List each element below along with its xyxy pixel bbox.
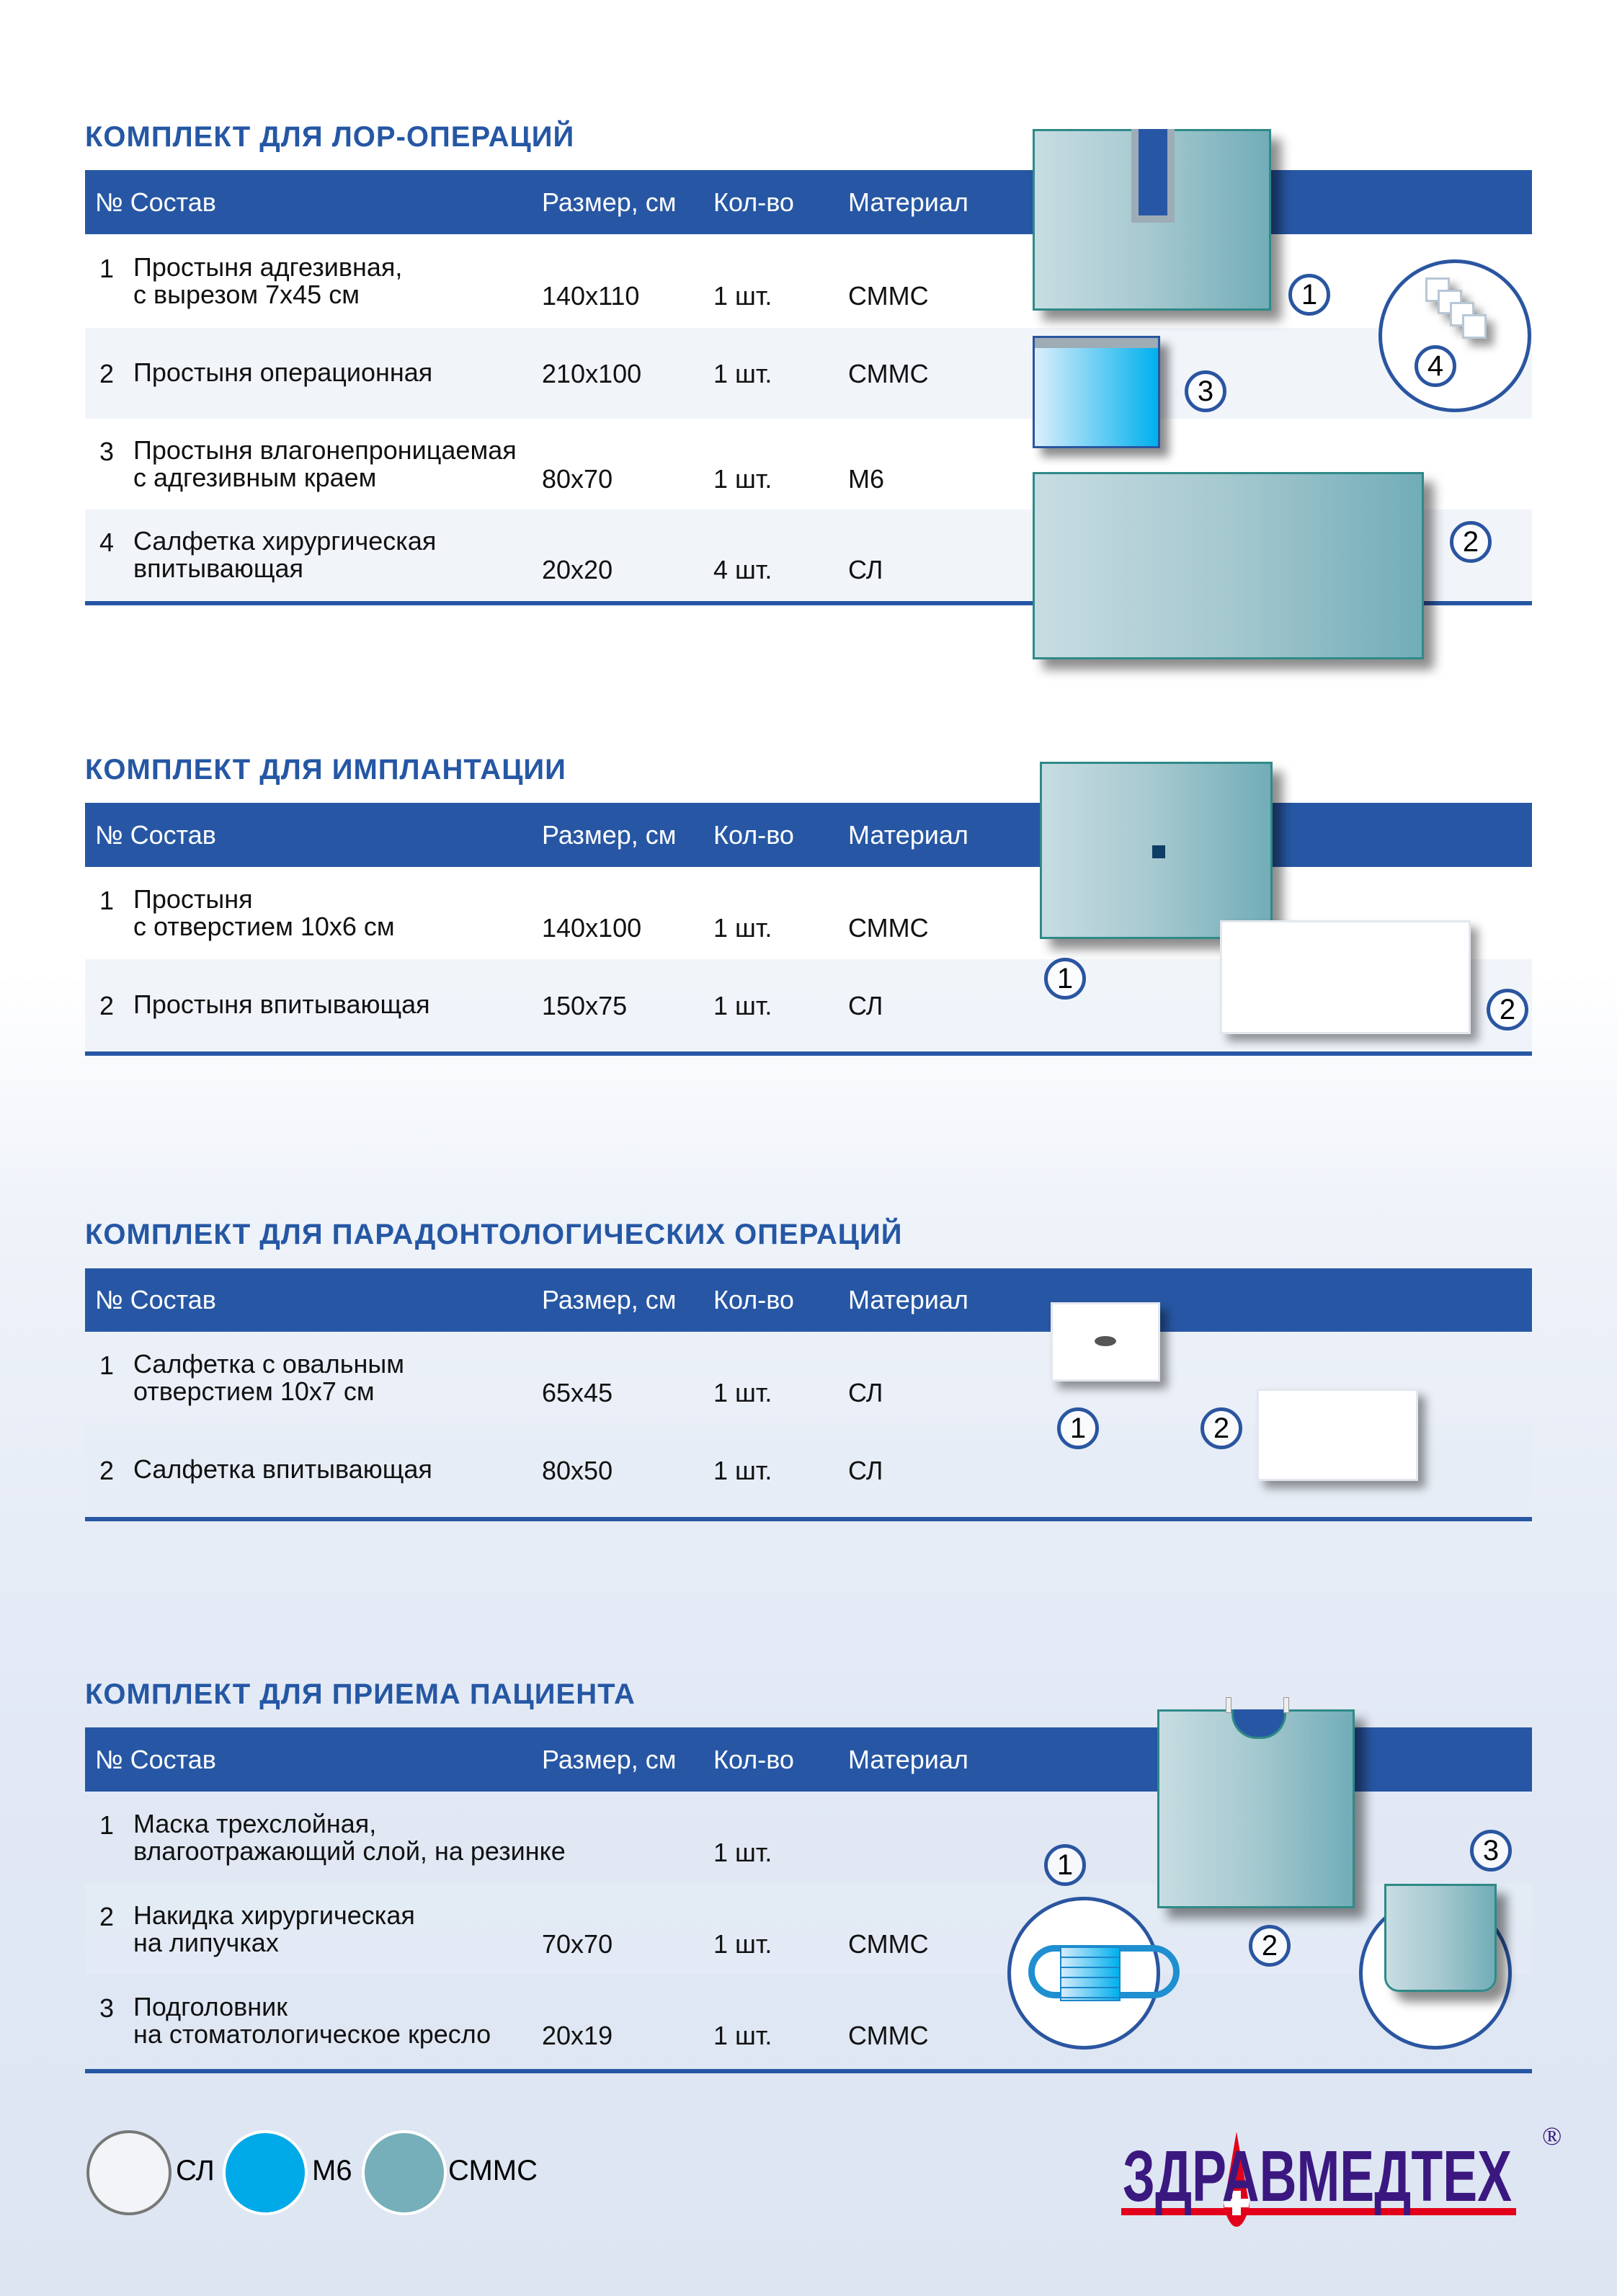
table-bottom-rule bbox=[85, 1051, 1532, 1056]
item-name: Маска трехслойная, bbox=[133, 1809, 377, 1838]
item-name: Простыня впитывающая bbox=[133, 989, 430, 1019]
registered-mark: ® bbox=[1542, 2122, 1562, 2150]
badge-1: 1 bbox=[1044, 1844, 1086, 1886]
absorbent-sheet-illustration bbox=[1220, 920, 1471, 1034]
row-number: 1 bbox=[99, 1810, 115, 1840]
row-number: 4 bbox=[99, 528, 115, 557]
item-name: с вырезом 7х45 см bbox=[133, 280, 360, 309]
item-quantity: 1 шт. bbox=[713, 359, 772, 388]
badge-1: 1 bbox=[1044, 958, 1086, 1000]
headrest-cover-illustration bbox=[1384, 1884, 1497, 1992]
column-header-material: Материал bbox=[848, 1285, 968, 1314]
item-size: 70х70 bbox=[542, 1929, 613, 1959]
item-material: СЛ bbox=[848, 555, 883, 584]
slot-cutout bbox=[1131, 129, 1175, 223]
napkins-circle bbox=[1378, 259, 1531, 412]
item-name: с адгезивным краем bbox=[133, 463, 377, 492]
item-quantity: 1 шт. bbox=[713, 1929, 772, 1959]
item-name: впитывающая bbox=[133, 553, 303, 583]
row-number: 2 bbox=[99, 359, 115, 388]
mask-icon bbox=[1060, 1946, 1121, 2001]
row-number: 3 bbox=[99, 1993, 115, 2023]
item-name: Салфетка хирургическая bbox=[133, 526, 437, 556]
column-header-no-name: № Состав bbox=[95, 1285, 216, 1314]
table-header bbox=[85, 1268, 1532, 1332]
legend-label-m6: М6 bbox=[312, 2155, 352, 2186]
item-size: 140х110 bbox=[542, 281, 640, 311]
mask-circle bbox=[1007, 1897, 1160, 2050]
item-size: 80х50 bbox=[542, 1456, 613, 1485]
table-row bbox=[85, 328, 1532, 419]
legend-label-sl: СЛ bbox=[176, 2155, 215, 2186]
item-quantity: 1 шт. bbox=[713, 2021, 772, 2050]
item-size: 65х45 bbox=[542, 1378, 613, 1407]
item-name: отверстием 10х7 см bbox=[133, 1376, 375, 1406]
column-header-qty: Кол-во bbox=[713, 819, 794, 850]
item-name: Простыня bbox=[133, 884, 253, 914]
column-header-qty: Кол-во bbox=[713, 1744, 794, 1774]
badge-3: 3 bbox=[1185, 370, 1226, 412]
item-material: СЛ bbox=[848, 1456, 883, 1485]
badge-2: 2 bbox=[1249, 1925, 1291, 1967]
item-name: Подголовник bbox=[133, 1992, 288, 2021]
table-header bbox=[85, 803, 1532, 867]
item-name: влагоотражающий слой, на резинке bbox=[133, 1836, 566, 1866]
item-material: СММС bbox=[848, 359, 929, 388]
row-number: 2 bbox=[99, 990, 115, 1020]
item-quantity: 1 шт. bbox=[713, 913, 772, 943]
surgical-cape-illustration bbox=[1157, 1709, 1355, 1908]
badge-1: 1 bbox=[1288, 274, 1330, 316]
column-header-qty: Кол-во bbox=[713, 187, 794, 217]
item-size: 20х19 bbox=[542, 2021, 613, 2050]
item-name: Простыня адгезивная, bbox=[133, 252, 403, 282]
absorbent-napkin-illustration bbox=[1257, 1389, 1418, 1481]
legend-label-smms: СММС bbox=[448, 2155, 538, 2186]
waterproof-sheet-illustration bbox=[1033, 336, 1160, 448]
row-number: 3 bbox=[99, 437, 115, 466]
row-number: 1 bbox=[99, 886, 115, 915]
item-material: СЛ bbox=[848, 1378, 883, 1407]
napkin-with-oval-hole-illustration bbox=[1051, 1302, 1160, 1381]
section-title: КОМПЛЕКТ ДЛЯ ЛОР-ОПЕРАЦИЙ bbox=[85, 121, 575, 153]
item-quantity: 1 шт. bbox=[713, 1456, 772, 1485]
column-header-material: Материал bbox=[848, 187, 968, 217]
item-size: 20х20 bbox=[542, 555, 613, 584]
column-header-no-name: № Состав bbox=[95, 1744, 216, 1774]
item-material: М6 bbox=[848, 464, 885, 494]
item-size: 80х70 bbox=[542, 464, 613, 494]
item-quantity: 1 шт. bbox=[713, 990, 772, 1020]
table-row bbox=[85, 1975, 1532, 2067]
column-header-size: Размер, см bbox=[542, 187, 677, 217]
item-quantity: 1 шт. bbox=[713, 464, 772, 494]
column-header-qty: Кол-во bbox=[713, 1285, 794, 1314]
badge-1: 1 bbox=[1057, 1407, 1099, 1449]
legend-swatch-sl bbox=[86, 2130, 172, 2215]
column-header-size: Размер, см bbox=[542, 1285, 677, 1314]
column-header-size: Размер, см bbox=[542, 1744, 677, 1774]
item-name: на стоматологическое кресло bbox=[133, 2019, 491, 2049]
item-name: Накидка хирургическая bbox=[133, 1900, 415, 1930]
badge-4: 4 bbox=[1415, 345, 1456, 387]
legend-swatch-smms bbox=[362, 2130, 447, 2215]
badge-2: 2 bbox=[1200, 1407, 1242, 1449]
item-name: Простыня операционная bbox=[133, 357, 433, 387]
item-name: Простыня влагонепроницаемая bbox=[133, 435, 517, 465]
table-bottom-rule bbox=[85, 1517, 1532, 1521]
column-header-material: Материал bbox=[848, 819, 968, 850]
column-header-no-name: № Состав bbox=[95, 187, 216, 217]
item-name: с отверстием 10х6 см bbox=[133, 912, 395, 941]
badge-2: 2 bbox=[1450, 521, 1492, 563]
legend-swatch-m6 bbox=[223, 2130, 308, 2215]
item-quantity: 1 шт. bbox=[713, 1838, 772, 1867]
item-size: 150х75 bbox=[542, 990, 628, 1020]
item-quantity: 4 шт. bbox=[713, 555, 772, 584]
column-header-no-name: № Состав bbox=[95, 819, 216, 850]
row-number: 2 bbox=[99, 1902, 115, 1931]
sheet-with-hole-illustration bbox=[1040, 762, 1273, 939]
item-name: Салфетка с овальным bbox=[133, 1349, 404, 1379]
section-title: КОМПЛЕКТ ДЛЯ ПРИЕМА ПАЦИЕНТА bbox=[85, 1678, 636, 1710]
item-material: СЛ bbox=[848, 990, 883, 1020]
item-material: СММС bbox=[848, 1929, 929, 1959]
item-material: СММС bbox=[848, 913, 929, 943]
operating-sheet-illustration bbox=[1033, 472, 1424, 659]
item-size: 140х100 bbox=[542, 913, 642, 943]
item-size: 210х100 bbox=[542, 359, 642, 388]
badge-3: 3 bbox=[1470, 1830, 1512, 1872]
table-bottom-rule bbox=[85, 2069, 1532, 2073]
row-number: 1 bbox=[99, 254, 115, 283]
item-quantity: 1 шт. bbox=[713, 281, 772, 311]
adhesive-sheet-with-slot-illustration bbox=[1033, 129, 1271, 311]
section-title: КОМПЛЕКТ ДЛЯ ПАРАДОНТОЛОГИЧЕСКИХ ОПЕРАЦИЙ bbox=[85, 1219, 903, 1250]
item-material: СММС bbox=[848, 2021, 929, 2050]
item-quantity: 1 шт. bbox=[713, 1378, 772, 1407]
row-number: 2 bbox=[99, 1456, 115, 1485]
item-material: СММС bbox=[848, 281, 929, 311]
badge-2: 2 bbox=[1487, 989, 1528, 1031]
table-header bbox=[85, 170, 1532, 234]
column-header-size: Размер, см bbox=[542, 819, 677, 850]
section-title: КОМПЛЕКТ ДЛЯ ИМПЛАНТАЦИИ bbox=[85, 754, 566, 786]
column-header-material: Материал bbox=[848, 1744, 968, 1774]
zdravmedtech-logo bbox=[1117, 2119, 1592, 2241]
logo-wordmark: ЗДРАВМЕДТЕХ bbox=[1123, 2136, 1512, 2217]
row-number: 1 bbox=[99, 1351, 115, 1380]
item-name: Салфетка впитывающая bbox=[133, 1454, 432, 1484]
item-name: на липучках bbox=[133, 1928, 279, 1957]
